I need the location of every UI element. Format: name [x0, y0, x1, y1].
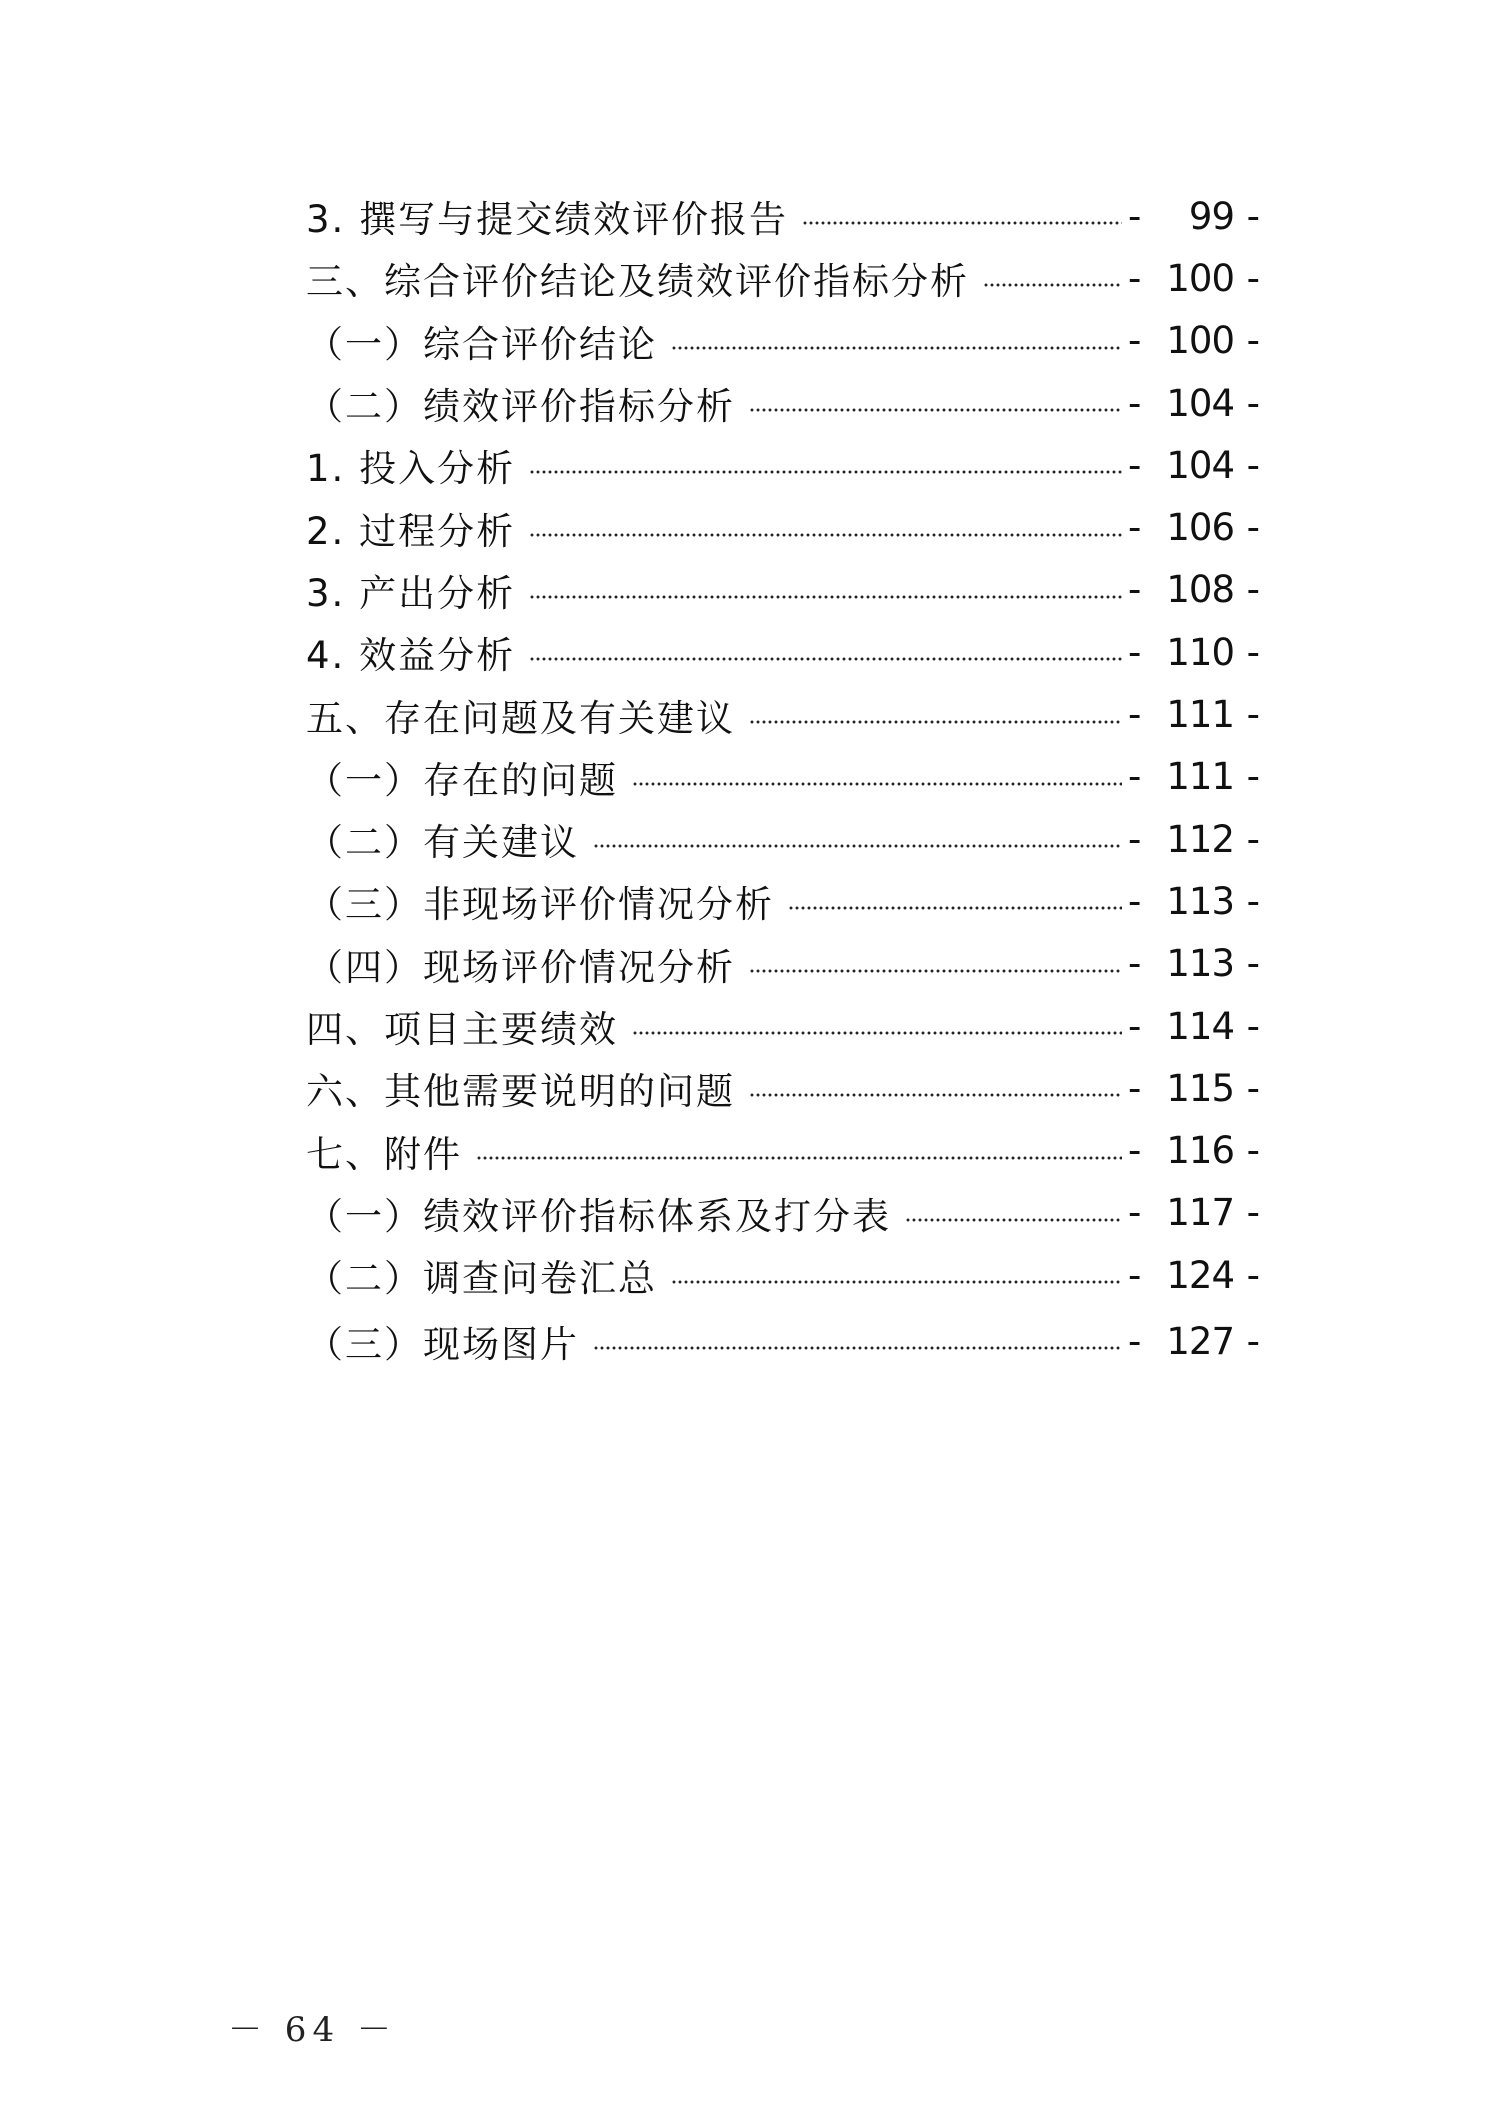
toc-entry[interactable]: [306, 310, 1260, 372]
page-dash-right: -: [1246, 1191, 1260, 1235]
dot-leader: [905, 1218, 1122, 1222]
page-dash-left: -: [1128, 630, 1142, 674]
page-dash-right: -: [1246, 1319, 1260, 1363]
page-dash-left: -: [1128, 942, 1142, 986]
toc-entry-title: 1. 投入分析: [306, 447, 516, 491]
dot-leader: [529, 595, 1122, 599]
page-dash-left: -: [1128, 506, 1142, 550]
page-dash-left: -: [1128, 568, 1142, 612]
page-dash-right: -: [1246, 319, 1260, 363]
toc-entry-page: 99: [1188, 194, 1234, 238]
page-dash-right: -: [1246, 194, 1260, 238]
page-dash-right: -: [1246, 630, 1260, 674]
toc-entry-title: （二）调查问卷汇总: [306, 1257, 657, 1301]
toc-entry[interactable]: [306, 496, 1260, 558]
toc-entry-page: 111: [1166, 693, 1234, 737]
dot-leader: [788, 906, 1122, 910]
table-of-contents: [306, 185, 1260, 1376]
dot-leader: [749, 969, 1122, 973]
toc-entry-page: 127: [1166, 1319, 1234, 1363]
page-dash-right: -: [1246, 693, 1260, 737]
toc-entry-page: 113: [1166, 879, 1234, 923]
dot-leader: [529, 470, 1122, 474]
toc-entry[interactable]: [306, 808, 1260, 870]
toc-entry[interactable]: [306, 1057, 1260, 1119]
toc-entry-page: 116: [1166, 1129, 1234, 1173]
toc-entry-title: （二）有关建议: [306, 821, 579, 865]
toc-entry-page: 117: [1166, 1191, 1234, 1235]
page-dash-left: -: [1128, 693, 1142, 737]
dot-leader: [529, 657, 1122, 661]
toc-entry-page: 111: [1166, 755, 1234, 799]
page-dash-left: -: [1128, 1253, 1142, 1297]
page-dash-left: -: [1128, 1191, 1142, 1235]
toc-entry[interactable]: [306, 995, 1260, 1057]
toc-entry-page: 114: [1166, 1004, 1234, 1048]
toc-entry[interactable]: [306, 185, 1260, 247]
toc-entry-title: （四）现场评价情况分析: [306, 945, 735, 989]
toc-entry-title: 4. 效益分析: [306, 634, 516, 678]
toc-entry[interactable]: [306, 683, 1260, 745]
page-dash-left: -: [1128, 443, 1142, 487]
toc-entry-title: （三）非现场评价情况分析: [306, 883, 774, 927]
toc-entry[interactable]: [306, 870, 1260, 932]
page-dash-left: -: [1128, 1004, 1142, 1048]
toc-entry-title: （一）存在的问题: [306, 758, 618, 802]
page-dash-right: -: [1246, 755, 1260, 799]
page-dash-left: -: [1128, 1129, 1142, 1173]
toc-entry[interactable]: [306, 933, 1260, 995]
page-dash-right: -: [1246, 256, 1260, 300]
page-dash-right: -: [1246, 817, 1260, 861]
toc-entry-page: 106: [1166, 506, 1234, 550]
page-dash-left: -: [1128, 1319, 1142, 1363]
toc-entry-page: 112: [1166, 817, 1234, 861]
toc-entry-title: 3. 产出分析: [306, 571, 516, 615]
toc-entry-page: 124: [1166, 1253, 1234, 1297]
dot-leader: [593, 844, 1122, 848]
dot-leader: [632, 782, 1122, 786]
toc-entry[interactable]: [306, 434, 1260, 496]
page-dash-right: -: [1246, 443, 1260, 487]
toc-entry-title: 六、其他需要说明的问题: [306, 1070, 735, 1114]
page-dash-left: -: [1128, 1066, 1142, 1110]
toc-entry-title: （一）绩效评价指标体系及打分表: [306, 1194, 891, 1238]
page-dash-right: -: [1246, 568, 1260, 612]
toc-entry[interactable]: [306, 559, 1260, 621]
toc-entry[interactable]: [306, 1306, 1260, 1376]
toc-entry-page: 100: [1166, 319, 1234, 363]
toc-entry-title: 七、附件: [306, 1132, 462, 1176]
dot-leader: [529, 533, 1122, 537]
page-dash-left: -: [1128, 256, 1142, 300]
toc-entry-page: 113: [1166, 942, 1234, 986]
page-dash-right: -: [1246, 1004, 1260, 1048]
page-number-footer: － 64 －: [228, 2010, 397, 2050]
toc-entry[interactable]: [306, 1119, 1260, 1181]
toc-entry-title: 三、综合评价结论及绩效评价指标分析: [306, 260, 969, 304]
dot-leader: [671, 1280, 1122, 1284]
dot-leader: [476, 1156, 1122, 1160]
toc-entry-title: 五、存在问题及有关建议: [306, 696, 735, 740]
toc-entry[interactable]: [306, 746, 1260, 808]
toc-entry[interactable]: [306, 1244, 1260, 1306]
toc-entry-title: （二）绩效评价指标分析: [306, 385, 735, 429]
page-dash-left: -: [1128, 381, 1142, 425]
page-dash-left: -: [1128, 817, 1142, 861]
toc-entry-page: 104: [1166, 443, 1234, 487]
dot-leader: [593, 1346, 1122, 1350]
page-dash-right: -: [1246, 1129, 1260, 1173]
toc-entry-title: 四、项目主要绩效: [306, 1008, 618, 1051]
toc-entry-title: （一）综合评价结论: [306, 322, 657, 366]
toc-entry[interactable]: [306, 372, 1260, 434]
dot-leader: [749, 1093, 1122, 1097]
toc-entry-page: 100: [1166, 256, 1234, 300]
toc-entry-title: 3. 撰写与提交绩效评价报告: [306, 198, 789, 242]
dot-leader: [632, 1031, 1122, 1035]
toc-entry-page: 104: [1166, 381, 1234, 425]
page-dash-left: -: [1128, 755, 1142, 799]
toc-entry-page: 115: [1166, 1066, 1234, 1110]
toc-entry[interactable]: [306, 621, 1260, 683]
page-dash-right: -: [1246, 1066, 1260, 1110]
dot-leader: [671, 346, 1122, 350]
dot-leader: [983, 283, 1122, 287]
toc-entry-title: 2. 过程分析: [306, 509, 516, 553]
toc-entry[interactable]: [306, 247, 1260, 309]
page-dash-right: -: [1246, 506, 1260, 550]
page-dash-right: -: [1246, 381, 1260, 425]
page-dash-left: -: [1128, 879, 1142, 923]
dot-leader: [802, 221, 1122, 225]
page-dash-right: -: [1246, 879, 1260, 923]
toc-entry-title: （三）现场图片: [306, 1323, 579, 1367]
page-dash-right: -: [1246, 1253, 1260, 1297]
toc-entry-page: 110: [1166, 630, 1234, 674]
dot-leader: [749, 720, 1122, 724]
page-dash-left: -: [1128, 319, 1142, 363]
page-dash-left: -: [1128, 194, 1142, 238]
toc-entry-page: 108: [1166, 568, 1234, 612]
page-dash-right: -: [1246, 942, 1260, 986]
toc-entry[interactable]: [306, 1182, 1260, 1244]
dot-leader: [749, 408, 1122, 412]
